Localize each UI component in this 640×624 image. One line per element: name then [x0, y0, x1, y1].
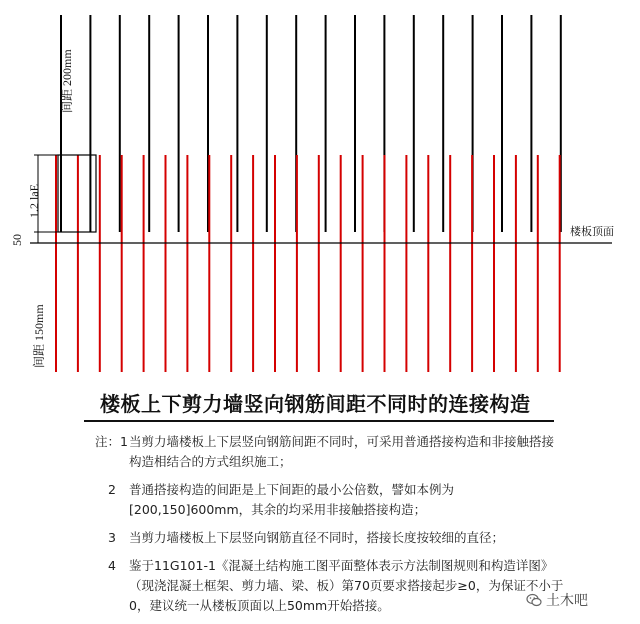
title-underline — [84, 420, 554, 422]
lower-spacing-label: 间距 150mm — [32, 304, 46, 368]
note-item — [108, 528, 565, 548]
floor-top-label: 楼板顶面 — [570, 225, 614, 238]
offset-label: 50 — [10, 234, 24, 246]
lower-wall-bars — [56, 155, 560, 372]
notes-prefix: 注： — [95, 434, 121, 449]
watermark-text: 土木吧 — [546, 593, 588, 609]
note-number: 1 — [120, 434, 128, 449]
note-item — [95, 432, 565, 472]
note-number: 3 — [108, 530, 116, 545]
notes-block — [95, 432, 565, 624]
watermark — [526, 590, 588, 610]
note-item — [108, 480, 565, 520]
upper-spacing-label: 间距 200mm — [60, 49, 74, 113]
note-number: 2 — [108, 482, 116, 497]
note-text: 当剪力墙楼板上下层竖向钢筋直径不同时，搭接长度按较细的直径； — [129, 530, 505, 545]
upper-wall-bars — [61, 15, 561, 232]
note-text: 当剪力墙楼板上下层竖向钢筋间距不同时，可采用普通搭接构造和非接触搭接构造相结合的方式组织施工； — [129, 434, 555, 469]
note-text: 普通搭接构造的间距是上下间距的最小公倍数，譬如本例为[200,150]600mm，其余的均采用非接触搭接构造； — [129, 482, 455, 517]
note-number: 4 — [108, 558, 116, 573]
wechat-logo-icon — [526, 592, 542, 608]
diagram-title: 楼板上下剪力墙竖向钢筋间距不同时的连接构造 — [100, 392, 531, 416]
note-item — [108, 556, 565, 616]
note-text: 鉴于11G101-1《混凝土结构施工图平面整体表示方法制图规则和构造详图》（现浇混凝土框架、剪力墙、梁、板）第70页要求搭接起步≥0，为保证不小于0，建议统一从楼板顶面以上50mm开始搭接。 — [129, 558, 564, 613]
lap-length-label: 1.2 laE — [27, 184, 41, 218]
